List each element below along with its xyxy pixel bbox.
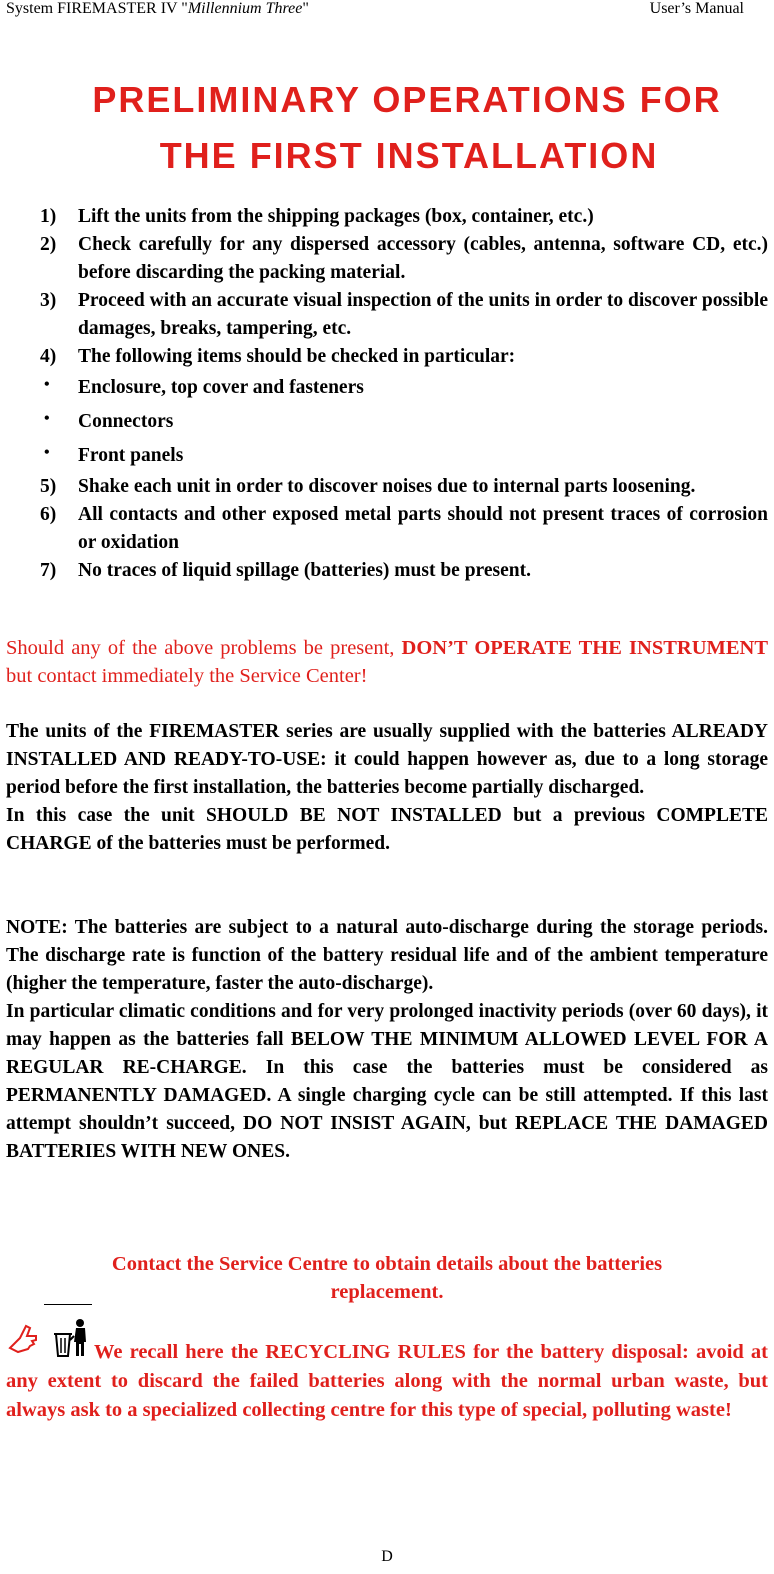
list-text: Lift the units from the shipping packages (box, container, etc.) <box>78 206 594 227</box>
list-text: Proceed with an accurate visual inspection of the units in order to discover possible damages, breaks, tampering, etc. <box>78 290 768 339</box>
recycle-text: We recall here the RECYCLING RULES for the battery disposal: avoid at any extent to discard the failed batteries along with the normal urban waste, but always ask to a specialized collecting centre for this type of special, polluting waste! <box>6 1341 768 1421</box>
para-text: series are usually supplied with the batteries <box>279 721 672 742</box>
bullet-item <box>6 439 768 473</box>
bin-disposal-icon <box>54 1319 86 1356</box>
bullet-text: Front panels <box>78 445 184 466</box>
note-paragraph <box>6 914 768 1166</box>
batteries-paragraph <box>6 718 768 858</box>
list-text: Check carefully for any dispersed accessory (cables, antenna, software CD, etc.) before discarding the packing material. <box>78 234 768 283</box>
list-number: 7) <box>40 560 57 581</box>
para-text: , but <box>465 1113 515 1134</box>
para-text: . A single charging cycle can be still attempted. If this last attempt shouldn’t succeed, <box>6 1085 768 1134</box>
list-item <box>6 203 768 231</box>
recycle-icons <box>6 1318 90 1367</box>
list-item <box>6 343 768 371</box>
bullet-icon: • <box>44 444 50 461</box>
list-text: The following items should be checked in particular: <box>78 346 516 367</box>
bullet-icon: • <box>44 376 50 393</box>
para-text: . In this case the batteries must be considered as <box>241 1057 769 1078</box>
para-text: The units of the <box>6 721 150 742</box>
para-text: but a previous <box>501 805 657 826</box>
hand-pointing-icon <box>6 1318 90 1358</box>
bullet-text: Enclosure, top cover and fasteners <box>78 377 364 398</box>
para-emphasis: ALREADY INSTALLED AND READY-TO-USE <box>6 721 768 770</box>
warning-text: Should any of the above problems be present, <box>6 637 402 659</box>
header-doc-title-end: " <box>302 0 309 17</box>
divider <box>44 1304 92 1305</box>
list-item <box>6 287 768 343</box>
list-item <box>6 473 768 501</box>
list-number: 2) <box>40 234 57 255</box>
para-text: : it could happen however as, due to a long storage period before the first installation, the batteries become partially discharged. <box>6 749 769 798</box>
para-emphasis: DO NOT INSIST AGAIN <box>243 1113 466 1134</box>
para-emphasis: BELOW THE MINIMUM ALLOWED LEVEL FOR A REGULAR RE-CHARGE <box>6 1029 768 1078</box>
header-doc-title: System FIREMASTER IV " <box>6 0 188 17</box>
list-item <box>6 501 768 557</box>
para-text: In this case the unit <box>6 805 207 826</box>
list-number: 3) <box>40 290 57 311</box>
page-number: D <box>381 1548 393 1565</box>
title-line-2: THE FIRST INSTALLATION <box>159 135 659 176</box>
para-emphasis: FIREMASTER <box>149 721 280 742</box>
list-item <box>6 231 768 287</box>
para-emphasis: PERMANENTLY DAMAGED <box>6 1085 267 1106</box>
warning-paragraph <box>6 634 768 690</box>
list-number: 6) <box>40 504 57 525</box>
bullet-item <box>6 371 768 405</box>
recycle-paragraph <box>6 1318 768 1425</box>
title-line-1: PRELIMINARY OPERATIONS FOR <box>92 79 722 120</box>
list-text: All contacts and other exposed metal parts should not present traces of corrosion or oxidation <box>78 504 768 553</box>
list-item <box>6 557 768 585</box>
para-text: of the batteries must be performed. <box>91 833 390 854</box>
para-emphasis: COMPLETE CHARGE <box>6 805 768 854</box>
contact-note: Contact the Service Centre to obtain details about the batteries replacement. <box>111 1253 663 1303</box>
para-emphasis: REPLACE THE DAMAGED BATTERIES WITH NEW ONES <box>6 1113 769 1162</box>
list-number: 5) <box>40 476 57 497</box>
para-text: In particular climatic conditions and for very prolonged inactivity periods (over 60 days), it may happen as the batteries fall <box>6 1001 768 1050</box>
warning-text-end: but contact immediately the Service Center! <box>6 665 368 687</box>
list-number: 1) <box>40 206 57 227</box>
bullet-text: Connectors <box>78 411 174 432</box>
list-text: No traces of liquid spillage (batteries) must be present. <box>78 560 531 581</box>
bullet-icon: • <box>44 410 50 427</box>
note-text: NOTE: The batteries are subject to a natural auto-discharge during the storage periods. The discharge rate is function of the battery residual life and of the ambient temperature (higher the temperature, faster the auto-discharge). <box>6 917 768 994</box>
list-number: 4) <box>40 346 57 367</box>
header-doc-title-italic: Millennium Three <box>187 0 303 17</box>
page-header-right: User’s Manual <box>649 0 744 17</box>
page-title <box>0 72 774 184</box>
bullet-item <box>6 405 768 439</box>
list-text: Shake each unit in order to discover noises due to internal parts loosening. <box>78 476 696 497</box>
para-text: . <box>285 1141 290 1162</box>
page-header-left <box>6 0 309 18</box>
steps-list <box>6 203 768 585</box>
para-emphasis: SHOULD BE NOT INSTALLED <box>206 805 502 826</box>
warning-emphasis: DON’T OPERATE THE INSTRUMENT <box>401 637 768 659</box>
